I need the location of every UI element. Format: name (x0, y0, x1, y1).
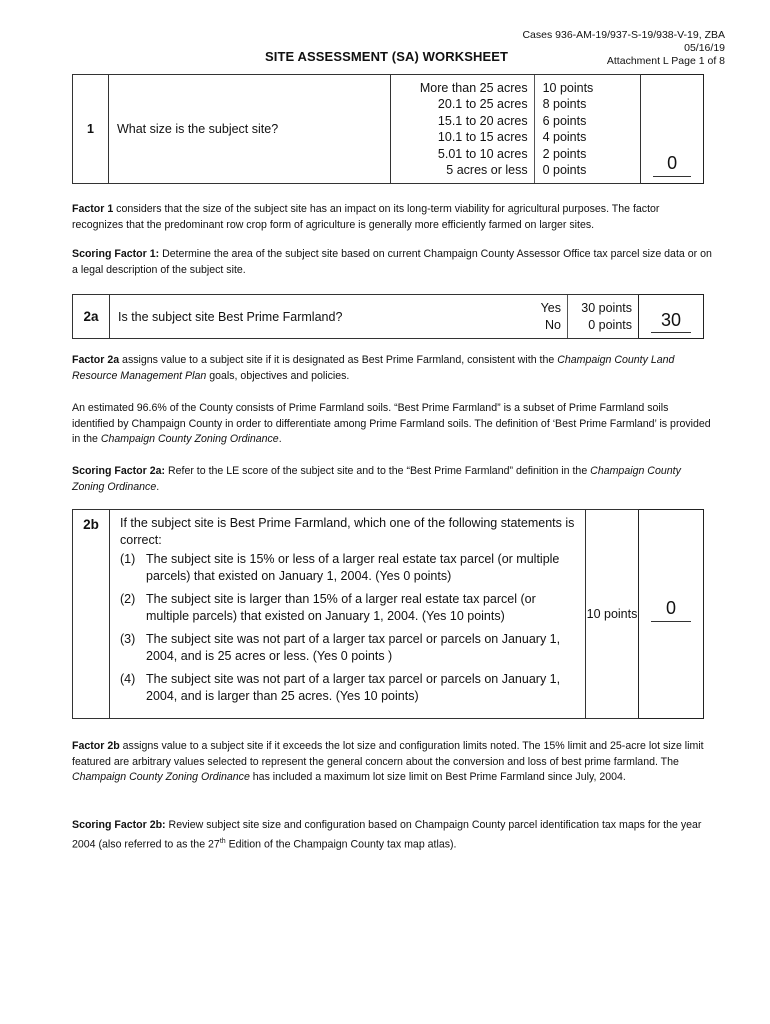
case-reference (480, 29, 725, 68)
question-2b-text: If the subject site is Best Prime Farmland, which one of the following statements is correct: (120, 516, 575, 547)
option-text: The subject site is larger than 15% of a larger real estate tax parcel (or multiple parcels) that existed on January 1, 2004. (Yes 10 points) (146, 592, 536, 623)
answer-item: No (545, 317, 561, 332)
factor-2a-plan-name: Champaign County Land Resource Management Plan (72, 354, 675, 382)
case-line-2: Attachment L Page 1 of 8 (606, 55, 725, 67)
points-item: 30 points (581, 301, 632, 315)
factor-2b-text: assigns value to a subject site if it exceeds the lot size and configuration limits noted. The 15% limit and 25-acre lot size limit featured are arbitrary values selected to represent the general concern about the conversion and loss of best prime farmland. The (72, 740, 704, 768)
factor-2a-label: Factor 2a (72, 354, 120, 366)
estimate-ordinance-name: Champaign County Zoning Ordinance (100, 433, 279, 445)
option-number: (2) (120, 592, 136, 606)
points-item: 4 points (542, 130, 587, 144)
range-item: 10.1 to 15 acres (437, 130, 528, 144)
factor-2b-text-end: has included a maximum lot size limit on Best Prime Farmland since July, 2004. (249, 771, 626, 783)
factor-2a-paragraph (72, 353, 712, 384)
estimate-text: An estimated 96.6% of the County consists of Prime Farmland soils. “Best Prime Farmland” is a subset of Prime Farmland soils identified by Champaign County in order to differentiate among Prime Farmland soils. The definition of ‘Best Prime Farmland’ is provided in the (72, 402, 711, 445)
question-2a-text: Is the subject site Best Prime Farmland? (110, 295, 512, 339)
question-2b-score-box[interactable] (639, 510, 704, 719)
question-2b-table (72, 509, 704, 719)
range-item: 5.01 to 10 acres (437, 146, 528, 161)
scoring-factor-2a-label: Scoring Factor 2a: (72, 465, 166, 477)
option-text: The subject site was not part of a larger tax parcel or parcels on January 1, 2004, and is larger than 25 acres. (Yes 10 points) (146, 672, 561, 703)
points-item: 6 points (542, 113, 587, 128)
option-number: (4) (120, 672, 136, 686)
page-title: SITE ASSESSMENT (SA) WORKSHEET (265, 49, 509, 64)
option-number: (1) (120, 552, 136, 566)
case-line-1: Cases 936-AM-19/937-S-19/938-V-19, ZBA 05/16/19 (522, 29, 725, 54)
question-2b-number: 2b (73, 510, 110, 719)
factor-2b-paragraph (72, 739, 712, 786)
option-text: The subject site is 15% or less of a larger real estate tax parcel (or multiple parcels) that existed on January 1, 2004. (Yes 0 points) (146, 552, 560, 583)
factor-1-text: considers that the size of the subject site has an impact on its long-term viability for agricultural purposes. The factor recognizes that the predominant row crop form of agriculture is generally more efficiently farmed on larger sites. (72, 203, 660, 231)
question-2b-points: 10 points (586, 510, 639, 719)
scoring-factor-2a-ordinance-name: Champaign County Zoning Ordinance (72, 465, 681, 493)
question-2a-score-box[interactable] (639, 295, 704, 339)
scoring-factor-2b-text-end: Edition of the Champaign County tax map atlas). (225, 838, 457, 851)
option-text: The subject site was not part of a larger tax parcel or parcels on January 1, 2004, and is 25 acres or less. (Yes 0 points ) (146, 632, 561, 663)
scoring-factor-2b-label: Scoring Factor 2b: (72, 819, 166, 831)
factor-2b-label: Factor 2b (72, 740, 120, 752)
option-3 (120, 631, 577, 665)
option-number: (3) (120, 632, 136, 646)
points-item: 0 points (542, 163, 587, 177)
scoring-factor-1-label: Scoring Factor 1: (72, 248, 160, 260)
scoring-factor-2a-text: Refer to the LE score of the subject site and to the “Best Prime Farmland” definition in the (165, 465, 591, 477)
question-1-number: 1 (73, 75, 109, 184)
points-item: 10 points (542, 80, 594, 95)
question-2a-score: 30 (660, 310, 682, 330)
question-2a-table (72, 294, 704, 339)
scoring-factor-1-text: Determine the area of the subject site based on current Champaign County Assessor Office tax parcel size data or on a legal description of the subject site. (72, 248, 712, 276)
scoring-factor-2a-text-end: . (156, 480, 160, 493)
factor-2a-text: assigns value to a subject site if it is designated as Best Prime Farmland, consistent with the (119, 354, 558, 366)
answer-item: Yes (540, 301, 561, 315)
points-item: 2 points (542, 146, 587, 161)
question-1-score-box[interactable] (641, 75, 704, 184)
scoring-factor-2b-text: Review subject site size and configuration based on Champaign County parcel identification tax maps for the year 2004 (also referred to as the 27 (72, 819, 702, 851)
question-1-score: 0 (667, 153, 678, 173)
question-2b-body (110, 510, 586, 719)
range-item: 20.1 to 25 acres (437, 97, 528, 111)
question-2b-score: 0 (665, 598, 676, 618)
question-2a-answers (511, 295, 568, 339)
question-1-text: What size is the subject site? (108, 75, 390, 184)
estimate-text-end: . (278, 433, 282, 445)
option-2 (120, 591, 577, 625)
option-4 (120, 671, 577, 705)
question-1-points (534, 75, 641, 184)
question-1-ranges (391, 75, 534, 184)
scoring-factor-2a-paragraph (72, 464, 712, 495)
range-item: 5 acres or less (446, 163, 528, 177)
best-prime-farmland-paragraph (72, 401, 712, 448)
factor-2b-ordinance-name: Champaign County Zoning Ordinance (72, 771, 250, 783)
ordinal-suffix: th (219, 837, 226, 845)
factor-1-label: Factor 1 (72, 203, 114, 215)
range-item: More than 25 acres (419, 80, 528, 95)
question-2a-points (568, 295, 639, 339)
question-2a-number: 2a (73, 295, 110, 339)
factor-2a-text-end: goals, objectives and policies. (206, 369, 350, 382)
factor-1-paragraph (72, 202, 712, 233)
scoring-factor-1-paragraph (72, 247, 712, 278)
range-item: 15.1 to 20 acres (437, 113, 528, 128)
scoring-factor-2b-paragraph (72, 818, 712, 853)
points-item: 8 points (542, 97, 587, 111)
option-1 (120, 551, 577, 585)
points-item: 0 points (588, 317, 632, 332)
question-1-table (72, 74, 704, 184)
